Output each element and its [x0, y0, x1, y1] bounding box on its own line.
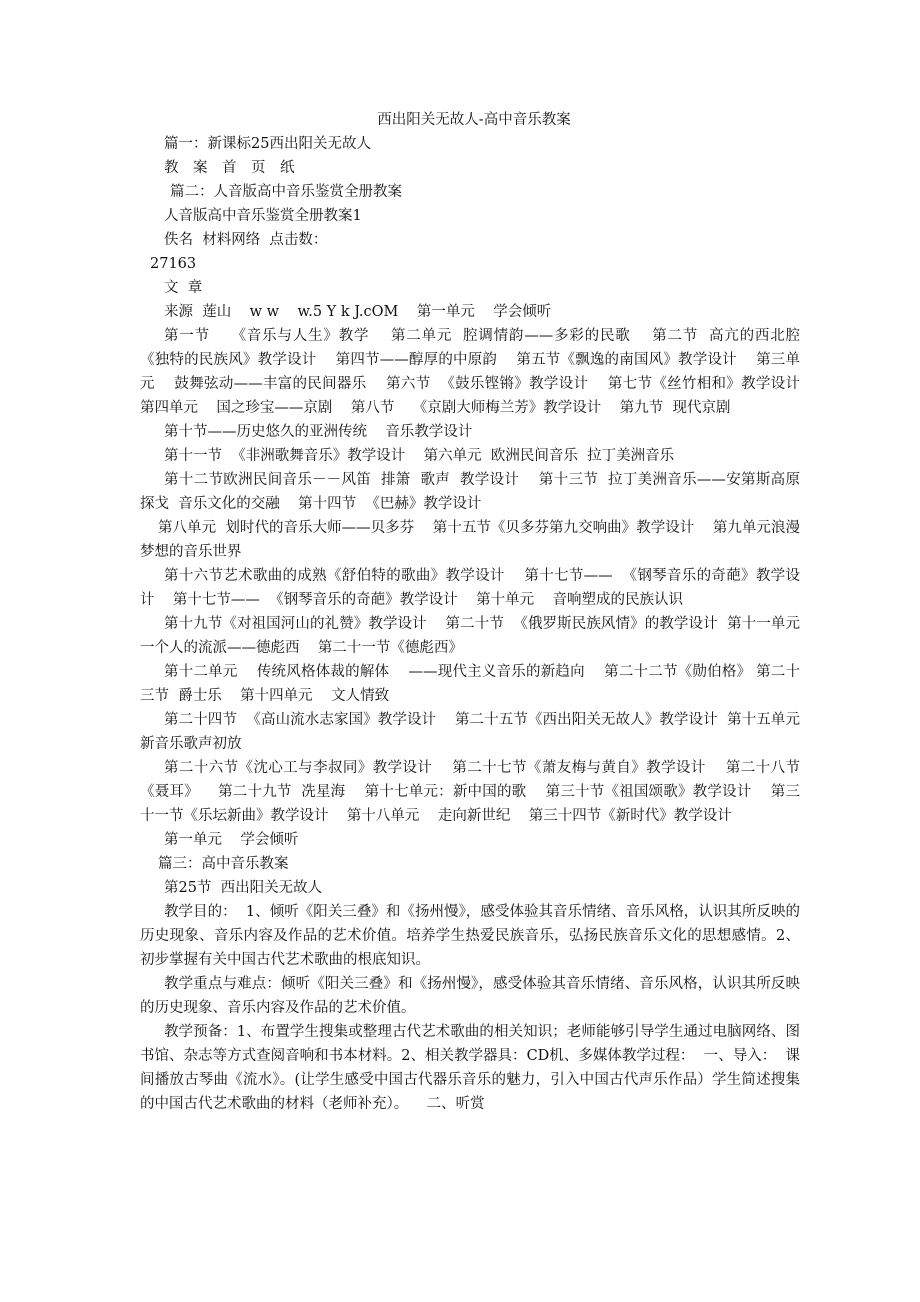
paragraph: 第25节 西出阳关无故人: [164, 880, 323, 896]
paragraph: 第二十六节《沈心工与李叔同》教学设计 第二十七节《萧友梅与黄自》教学设计 第二十八节《聂耳》 第二十九节 冼星海 第十七单元：新中国的歌 第三十节《祖国颂歌》教学设计 第三十一节《乐坛新曲》教学设计 第十八单元 走向新世纪 第三十四节《新时代》教学设计: [140, 760, 800, 824]
paragraph: 27163: [150, 256, 197, 272]
paragraph: 来源 莲山 w w w.5 Y k J.cOM 第一单元 学会倾听: [164, 304, 552, 320]
paragraph: 第二十四节 《高山流水志家国》教学设计 第二十五节《西出阳关无故人》教学设计 第十五单元 新音乐歌声初放: [140, 712, 819, 752]
paragraph: 第一节 《音乐与人生》教学 第二单元 腔调情韵——多彩的民歌 第二节 高亢的西北腔 《独特的民族风》教学设计 第四节——醇厚的中原韵 第五节《飘逸的南国风》教学设计 第三单元 鼓舞弦动——丰富的民间器乐 第六节 《鼓乐铿锵》教学设计 第七节《丝竹相和》教学设计 第四单元 国之珍宝——京剧 第八节 《京剧大师梅兰芳》教学设计 第九节 现代京剧: [140, 328, 819, 416]
paragraph: 第一单元 学会倾听: [164, 832, 299, 848]
paragraph: 第十节——历史悠久的亚洲传统 音乐教学设计: [164, 424, 473, 440]
document-title: 西出阳关无故人-高中音乐教案: [377, 112, 571, 128]
paragraph: 篇一：新课标25西出阳关无故人: [164, 136, 371, 152]
paragraph: 篇三：高中音乐教案: [158, 856, 289, 872]
paragraph: 第十九节《对祖国河山的礼赞》教学设计 第二十节 《俄罗斯民族风情》的教学设计 第十一单元 一个人的流派——德彪西 第二十一节《德彪西》: [140, 616, 810, 656]
paragraph: 教 案 首 页 纸: [164, 160, 295, 176]
paragraph: 第十一节 《非洲歌舞音乐》教学设计 第六单元 欧洲民间音乐 拉丁美洲音乐: [164, 448, 675, 464]
paragraph: 教学目的： 1、倾听《阳关三叠》和《扬州慢》，感受体验其音乐情绪、音乐风格，认识其所反映的历史现象、音乐内容及作品的艺术价值。培养学生热爱民族音乐，弘扬民族音乐文化的思想感情。2、初步掌握有关中国古代艺术歌曲的根底知识。: [140, 904, 800, 968]
paragraph: 文 章: [164, 280, 203, 296]
document-page: [140, 108, 819, 1116]
paragraph: 佚名 材料网络 点击数：: [164, 232, 328, 248]
paragraph: 篇二：人音版高中音乐鉴赏全册教案: [170, 184, 402, 200]
paragraph: 第十六节艺术歌曲的成熟《舒伯特的歌曲》教学设计 第十七节—— 《钢琴音乐的奇葩》教学设计 第十七节—— 《钢琴音乐的奇葩》教学设计 第十单元 音响塑成的民族认识: [140, 568, 800, 608]
paragraph: 第八单元 划时代的音乐大师——贝多芬 第十五节《贝多芬第九交响曲》教学设计 第九单元浪漫梦想的音乐世界: [140, 520, 800, 560]
paragraph: 第十二单元 传统风格体裁的解体 ——现代主义音乐的新趋向 第二十二节《勋伯格》 第二十三节 爵士乐 第十四单元 文人情致: [140, 664, 800, 704]
paragraph: 人音版高中音乐鉴赏全册教案1: [164, 208, 362, 224]
paragraph: 教学重点与难点：倾听《阳关三叠》和《扬州慢》，感受体验其音乐情绪、音乐风格，认识其所反映的历史现象、音乐内容及作品的艺术价值。: [140, 976, 800, 1016]
paragraph: 教学预备：1、布置学生搜集或整理古代艺术歌曲的相关知识；老师能够引导学生通过电脑网络、图书馆、杂志等方式查阅音响和书本材料。2、相关教学器具：CD机、多媒体教学过程： 一、导入： 课间播放古琴曲《流水》。(让学生感受中国古代器乐音乐的魅力，引入中国古代声乐作品）学生简述搜集的中国古代艺术歌曲的材料（老师补充）。 二、听赏: [140, 1024, 800, 1112]
paragraph: 第十二节欧洲民间音乐－－风笛 排箫 歌声 教学设计 第十三节 拉丁美洲音乐——安第斯高原 探戈 音乐文化的交融 第十四节 《巴赫》教学设计: [140, 472, 810, 512]
